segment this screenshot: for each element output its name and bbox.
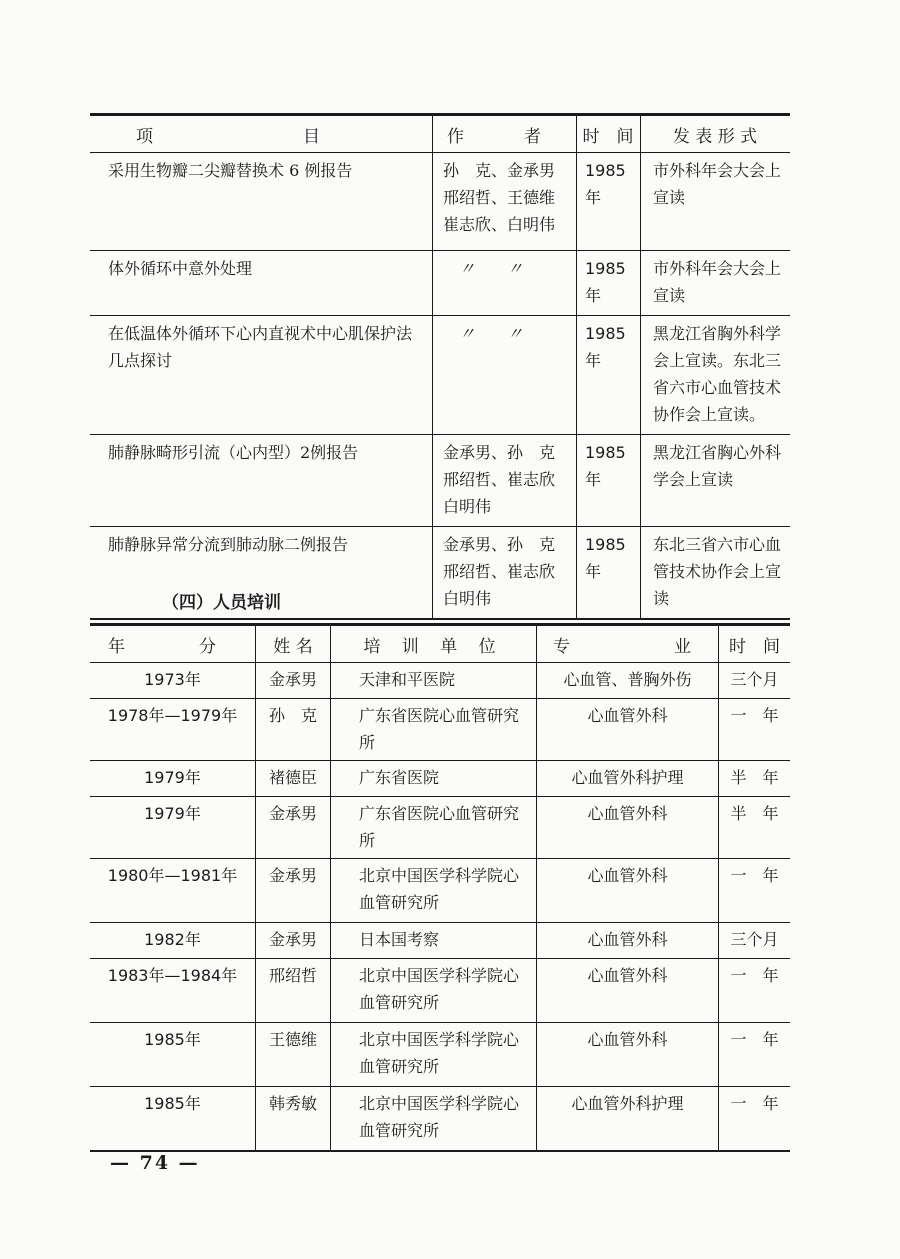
header-name: 姓 名 [256, 625, 331, 663]
header-major-a: 专 [553, 636, 570, 657]
year-cell: 1985年 [577, 316, 641, 435]
name-cell: 金承男 [256, 663, 331, 699]
year-cell: 1985年 [577, 251, 641, 316]
major-cell: 心血管外科 [537, 699, 719, 761]
name-cell: 褚德臣 [256, 761, 331, 797]
table-row [90, 435, 790, 527]
form-cell: 市外科年会大会上宣读 [641, 251, 791, 316]
table-row [90, 761, 790, 797]
unit-cell: 北京中国医学科学院心血管研究所 [331, 959, 537, 1023]
year-cell: 1979年 [90, 797, 256, 859]
header-major [537, 625, 719, 663]
duration-cell: 半 年 [719, 761, 791, 797]
unit-cell: 广东省医院 [331, 761, 537, 797]
item-cell: 肺静脉畸形引流（心内型）2例报告 [90, 435, 433, 527]
duration-cell: 一 年 [719, 1087, 791, 1151]
author-line: 金承男、孙 克 [443, 443, 556, 462]
header-item-a: 项 [136, 126, 153, 147]
major-cell: 心血管外科 [537, 923, 719, 959]
author-line: 邢绍哲、王德维 [443, 188, 556, 207]
duration-cell: 三个月 [719, 663, 791, 699]
unit-cell: 天津和平医院 [331, 663, 537, 699]
author-line: 邢绍哲、崔志欣 [443, 470, 556, 489]
duration-cell: 一 年 [719, 1023, 791, 1087]
major-cell: 心血管外科 [537, 859, 719, 923]
author-line: 邢绍哲、崔志欣 [443, 562, 556, 581]
authors-cell [433, 153, 577, 251]
table-row [90, 923, 790, 959]
author-line: 白明伟 [443, 497, 492, 516]
name-cell: 金承男 [256, 923, 331, 959]
form-cell: 市外科年会大会上宣读 [641, 153, 791, 251]
publications-header-row [90, 115, 790, 153]
ditto-mark: 〃 [506, 324, 523, 343]
unit-cell: 广东省医院心血管研究所 [331, 797, 537, 859]
header-author-b: 者 [524, 126, 541, 147]
major-cell: 心血管外科 [537, 959, 719, 1023]
item-cell: 肺静脉异常分流到肺动脉二例报告 [90, 527, 433, 620]
ditto-mark: 〃 [458, 324, 475, 343]
header-form: 发 表 形 式 [641, 115, 791, 153]
unit-cell: 北京中国医学科学院心血管研究所 [331, 1087, 537, 1151]
page-number: — 74 — [110, 1152, 200, 1174]
unit-cell: 广东省医院心血管研究所 [331, 699, 537, 761]
name-cell: 孙 克 [256, 699, 331, 761]
year-cell: 1979年 [90, 761, 256, 797]
authors-cell [433, 435, 577, 527]
duration-cell: 一 年 [719, 959, 791, 1023]
header-item-b: 目 [303, 126, 320, 147]
author-line: 金承男、孙 克 [443, 535, 556, 554]
year-cell: 1973年 [90, 663, 256, 699]
authors-cell [433, 316, 577, 435]
publications-table [90, 113, 790, 620]
year-cell: 1985年 [577, 527, 641, 620]
ditto-mark: 〃 [506, 259, 523, 278]
year-cell: 1978年—1979年 [90, 699, 256, 761]
name-cell: 邢绍哲 [256, 959, 331, 1023]
name-cell: 金承男 [256, 797, 331, 859]
training-table [90, 623, 790, 1152]
duration-cell: 一 年 [719, 859, 791, 923]
unit-cell: 北京中国医学科学院心血管研究所 [331, 1023, 537, 1087]
year-cell: 1980年—1981年 [90, 859, 256, 923]
name-cell: 王德维 [256, 1023, 331, 1087]
form-cell: 黑龙江省胸心外科学会上宣读 [641, 435, 791, 527]
header-major-b: 业 [674, 636, 691, 657]
authors-cell [433, 251, 577, 316]
training-header-row [90, 625, 790, 663]
table-row [90, 959, 790, 1023]
header-year [90, 625, 256, 663]
unit-cell: 北京中国医学科学院心血管研究所 [331, 859, 537, 923]
year-cell: 1985年 [90, 1023, 256, 1087]
table-row [90, 699, 790, 761]
table-row [90, 859, 790, 923]
year-cell: 1982年 [90, 923, 256, 959]
table-row [90, 1087, 790, 1151]
year-cell: 1983年—1984年 [90, 959, 256, 1023]
year-cell: 1985年 [577, 435, 641, 527]
form-cell: 黑龙江省胸外科学会上宣读。东北三省六市心血管技术协作会上宣读。 [641, 316, 791, 435]
duration-cell: 半 年 [719, 797, 791, 859]
header-duration: 时 间 [719, 625, 791, 663]
year-cell: 1985年 [577, 153, 641, 251]
header-time: 时 间 [577, 115, 641, 153]
major-cell: 心血管外科 [537, 797, 719, 859]
year-cell: 1985年 [90, 1087, 256, 1151]
major-cell: 心血管外科护理 [537, 1087, 719, 1151]
author-line: 孙 克、金承男 [443, 161, 556, 180]
item-cell: 体外循环中意外处理 [90, 251, 433, 316]
ditto-mark: 〃 [458, 259, 475, 278]
duration-cell: 三个月 [719, 923, 791, 959]
unit-cell: 日本国考察 [331, 923, 537, 959]
header-unit: 培 训 单 位 [331, 625, 537, 663]
duration-cell: 一 年 [719, 699, 791, 761]
table-row [90, 316, 790, 435]
major-cell: 心血管外科 [537, 1023, 719, 1087]
header-year-b: 分 [199, 636, 216, 657]
item-cell: 采用生物瓣二尖瓣替换术 6 例报告 [90, 153, 433, 251]
author-line: 白明伟 [443, 589, 492, 608]
table-row [90, 797, 790, 859]
name-cell: 金承男 [256, 859, 331, 923]
major-cell: 心血管、普胸外伤 [537, 663, 719, 699]
table-row [90, 663, 790, 699]
section-heading: （四）人员培训 [162, 593, 281, 613]
table-row [90, 153, 790, 251]
header-author [433, 115, 577, 153]
major-cell: 心血管外科护理 [537, 761, 719, 797]
form-cell: 东北三省六市心血管技术协作会上宣读 [641, 527, 791, 620]
table-row [90, 251, 790, 316]
header-year-a: 年 [108, 636, 125, 657]
item-cell: 在低温体外循环下心内直视术中心肌保护法几点探讨 [90, 316, 433, 435]
table-row [90, 1023, 790, 1087]
author-line: 崔志欣、白明伟 [443, 215, 556, 234]
header-item [90, 115, 433, 153]
header-author-a: 作 [447, 126, 464, 147]
authors-cell [433, 527, 577, 620]
name-cell: 韩秀敏 [256, 1087, 331, 1151]
